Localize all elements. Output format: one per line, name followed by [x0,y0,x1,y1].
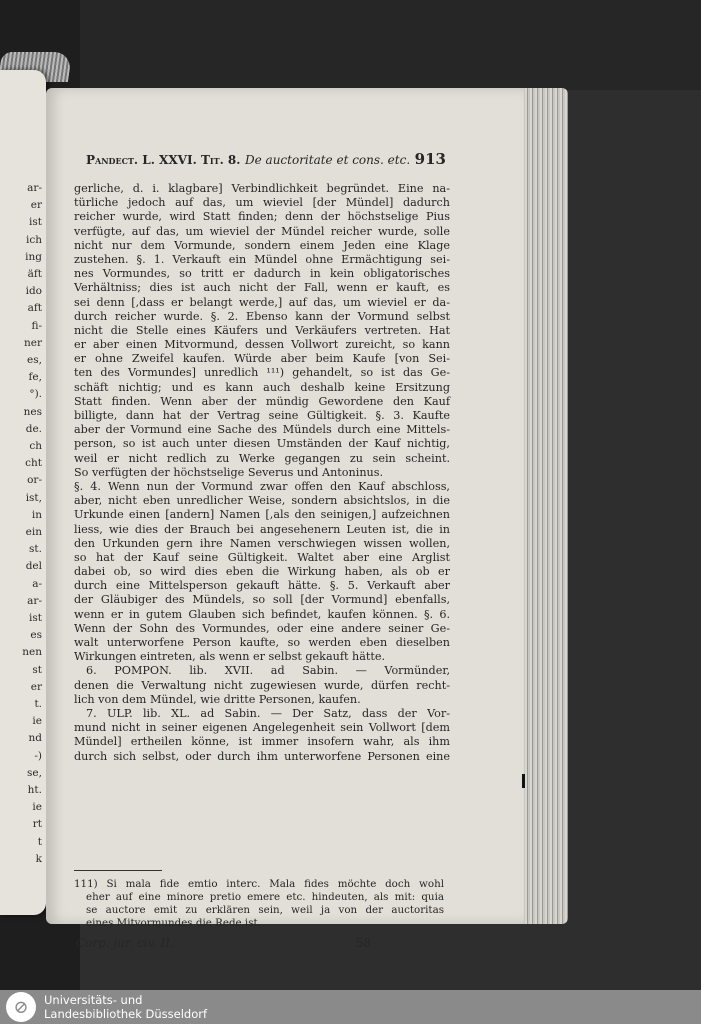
left-page-fragment: t [37,835,42,848]
left-page-fragment: de. [25,422,42,435]
text-line: So verfügten der höchstselige Severus und Antoninus. [74,465,384,479]
text-line: §. 4. Wenn nun der Vormund zwar offen den Kauf abschloss, [74,479,450,493]
left-page-fragment: ido [25,285,42,298]
left-page-fragment: nd [28,732,42,745]
background-top [0,0,701,90]
text-line: nicht nur dem Vormunde, sondern einem Jeden eine Klage [74,238,450,252]
left-page-fragment: k [35,852,42,865]
left-page-fragment: nes [23,405,42,418]
library-banner [0,990,701,1024]
left-page-fragment: ar- [27,182,42,194]
left-page-fragment: er [30,680,42,693]
text-line: dabei ob, so wird dies eben die Wirkung haben, als ob er [74,565,450,579]
text-line: durch reicher wurde. §. 2. Ebenso kann der Vormund selbst [74,309,450,323]
left-page-fragment: rt [32,818,42,831]
text-line: billigte, dann hat der Vertrag seine Gültigkeit. §. 3. Kaufte [74,409,450,422]
header-section-title: De auctoritate et cons. etc. [245,153,411,167]
text-line: den Urkunden gern ihre Namen verschwiegen wissen wollen, [74,536,450,550]
body-text [74,182,450,764]
left-page-fragment: °). [29,388,42,401]
header-book-title: Pandect. L. XXVI. Tit. 8. [86,153,241,167]
left-page-fragment: ing [25,250,42,263]
left-page-fragment: st [32,663,42,676]
text-line: aber, nicht eben unredlicher Weise, sondern absichtslos, in die [74,494,450,508]
left-page [0,70,46,915]
left-page-fragment: a- [32,577,42,590]
left-page-fragment: in [31,508,42,521]
library-name-line2: Landesbibliothek Düsseldorf [44,1007,208,1021]
text-line: sei denn [,dass er belangt werde,] auf das, um wieviel er da- [74,295,450,309]
text-line: der Gläubiger des Mündels, so soll [der Vormund] ebenfalls, [74,593,450,607]
text-line: durch eine Mittelsperson gekauft hätte. §. 5. Verkauft aber [74,579,450,593]
text-line: schäft nichtig; und es kann auch deshalb keine Ersitzung [74,380,450,394]
left-page-fragment: ht. [27,784,42,796]
text-line: Urkunde einen [andern] Namen [,als den seinigen,] aufzeichnen [74,508,450,522]
text-line: er ohne Zweifel kaufen. Würde aber beim Kaufe [von Sei- [74,352,450,366]
library-name-line1: Universitäts- und [44,993,143,1007]
left-page-fragment: -) [34,749,42,762]
text-line: Mündel] ertheilen könne, ist immer insofern wahr, als ihm [74,735,450,749]
text-line: liess, wie dies der Brauch bei angesehenern Leuten ist, die in [74,522,450,536]
text-line: mund nicht in seiner eigenen Angelegenheit sein Vollwort [dem [74,721,450,735]
library-logo-icon: ⊘ [6,992,36,1022]
text-line: durch sich selbst, oder durch ihm unterworfene Personen eine [74,749,450,763]
text-line: aber der Vormund eine Sache des Mündels durch eine Mittels- [74,423,450,437]
text-line: so hat der Kauf seine Gültigkeit. Waltet aber eine Arglist [74,550,450,564]
text-line: nicht die Stelle eines Käufers und Verkäufers vertreten. Hat [74,323,450,337]
left-page-fragment: ist [29,612,42,624]
left-page-fragment: ein [25,526,42,538]
text-line: Statt finden. Wenn aber der mündig Gewordene den Kauf [74,394,450,408]
text-line: er aber einen Mitvormund, dessen Vollwort zureicht, so kann [74,338,450,352]
text-line: Wenn der Sohn des Vormundes, oder eine andere seiner Ge- [74,621,450,635]
footnote-line: 111) Si mala fide emtio interc. Mala fides möchte doch wohl [74,878,444,890]
left-page-fragment: es, [27,354,42,366]
text-line: Verhältniss; dies ist auch nicht der Fall, wenn er kauft, es [74,281,450,295]
left-page-fragment: ch [29,440,42,452]
left-page-fragment: äft [27,268,42,280]
signature-mark: 58 [355,936,371,950]
text-line: walt unterworfene Person kaufte, so werden eben dieselben [74,636,450,649]
left-page-fragment: ner [24,336,42,349]
text-line: lich von dem Mündel, wie dritte Personen, kaufen. [74,692,361,706]
left-page-fragment: er [30,199,42,212]
left-page-fragment: ist [29,216,42,229]
text-line: 6. POMPON. lib. XVII. ad Sabin. — Vormünder, [86,664,450,678]
left-page-fragment: ich [25,233,42,246]
left-page-fragment: ie [32,801,42,814]
text-line: weil er nicht redlich zu Werke gegangen zu sein scheint. [74,451,450,465]
text-line: ten des Vormundes] unredlich ¹¹¹) gehandelt, so ist das Ge- [74,366,450,380]
left-page-fragment: fe, [28,371,42,384]
footnote-line: eher auf eine minore pretio emere etc. hindeuten, als mit: quia [86,891,444,903]
left-page-fragment: se, [27,766,42,779]
right-page [46,88,524,950]
footnote-line: se auctore emit zu erklären sein, weil ja von der auctoritas [86,904,444,916]
text-line: reicher wurde, wird Statt finden; denn der höchstselige Pius [74,210,450,224]
text-line: person, so ist auch unter diesen Umständen der Kauf nichtig, [74,437,450,451]
footer-volume: Corp. jur. civ. II. [76,936,174,950]
text-line: verfügte, auf das, um wieviel der Mündel reicher wurde, solle [74,224,450,238]
left-page-fragment: ie [32,715,42,728]
left-page-fragment: fi- [31,319,42,332]
text-line: wenn er in gutem Glauben sich befindet, kaufen können. §. 6. [74,607,450,621]
left-page-fragment: t. [34,698,42,710]
footnote [74,878,444,930]
left-page-fragment: es [30,629,42,642]
left-page-fragment: or- [27,474,42,487]
left-page-fragment: aft [27,302,42,315]
library-name [44,993,207,1021]
left-page-fragment: del [25,560,42,573]
running-header [86,150,446,168]
page-footer [76,936,446,950]
text-line: Wirkungen eintreten, als wenn er selbst gekauft hätte. [74,650,386,664]
left-page-fragment: ist, [25,491,42,504]
left-page-fragment: st. [29,543,42,556]
text-line: türliche jedoch auf das, um wieviel [der Mündel] dadurch [74,196,450,210]
margin-mark [522,774,525,788]
text-line: zustehen. §. 1. Verkauft ein Mündel ohne Ermächtigung sei- [74,252,450,266]
footnote-line: eines Mitvormundes die Rede ist. [86,917,261,929]
left-page-fragment: nen [22,646,42,659]
footnote-rule [74,870,162,871]
text-line: denen die Verwaltung nicht zugewiesen wurde, dürfen recht- [74,678,450,692]
text-line: nes Vormundes, so tritt er dadurch in kein obligatorisches [74,267,450,281]
page-number: 913 [414,150,446,168]
left-page-fragment: cht [25,457,42,470]
left-page-fragment: ar- [27,594,42,607]
text-line: 7. ULP. lib. XL. ad Sabin. — Der Satz, dass der Vor- [86,706,450,720]
text-line: gerliche, d. i. klagbare] Verbindlichkeit begründet. Eine na- [74,182,450,195]
